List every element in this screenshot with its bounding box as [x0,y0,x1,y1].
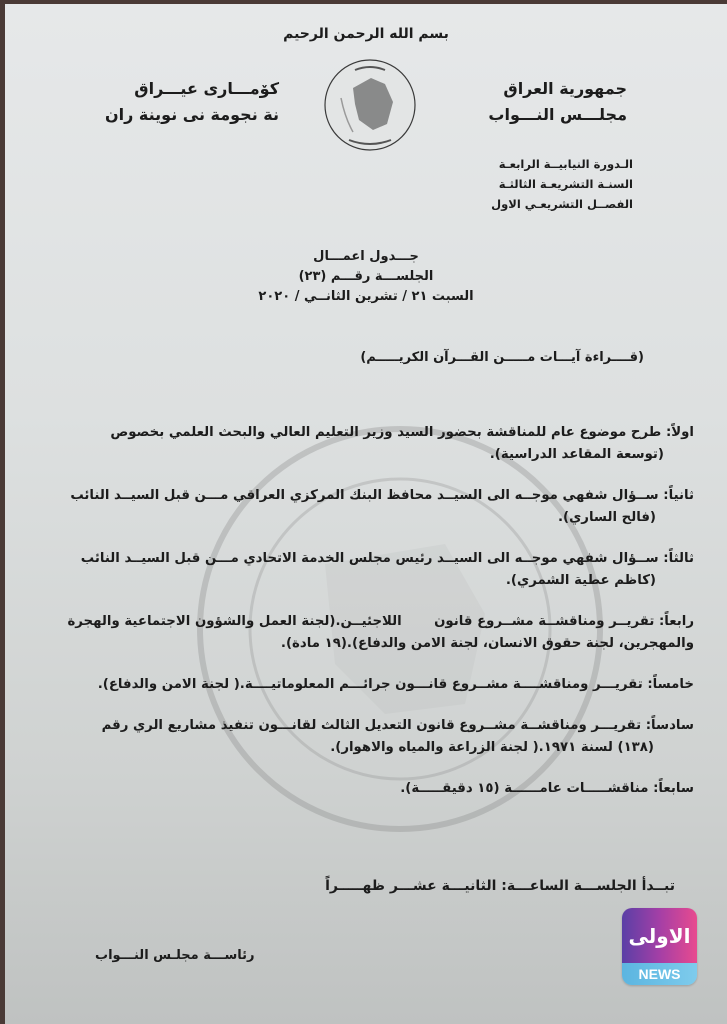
session-date: السبت ٢١ / تشرين الثانــي / ٢٠٢٠ [258,289,474,304]
alula-news-logo [622,908,697,985]
legislative-year: السنـة التشريعـة الثالثـة [498,177,633,191]
agenda-item-label: سادساً: [645,718,694,733]
agenda-item [39,611,694,655]
agenda-item-continuation: (توسعة المقاعد الدراسية). [489,447,664,462]
header-republic-line: جمهورية العراق [503,79,627,98]
signature-presidency: رئاســـة مجلـس النـــواب [95,948,255,963]
agenda-item-text: تقريـــر ومناقشــة مشــروع قانون التعديل الثالث لقانـــون تنفيذ مشاريع الري رقم [101,718,642,733]
agenda-item-label: رابعاً: [658,614,694,629]
agenda-item-label: اولاً: [665,425,694,440]
agenda-item-label: سابعاً: [653,781,694,796]
header-kurdish [105,76,279,128]
agenda-item [39,422,694,466]
agenda-item-continuation: (١٣٨) لسنة ١٩٧١.( لجنة الزراعة والمياه والاهوار). [330,740,654,755]
iraq-parliament-emblem-icon [323,58,417,152]
agenda-item-label: ثالثاً: [663,551,694,566]
header-kurdish-line1: كۆمـــارى عيـــراق [134,79,279,98]
session-start-time: تبــدأ الجلســـة الساعـــة: الثانيـــة عشـــر ظهـــــراً [325,878,675,894]
logo-news-label: NEWS [622,963,697,985]
legislative-term: الفصــل التشريعـي الاول [491,197,633,211]
agenda-item-text: تقريــر ومناقشــة مشــروع قانون اللاجئيــن.(لجنة العمل والشؤون الاجتماعية والهجرة [67,614,655,629]
agenda-items-list [39,422,694,819]
agenda-item-text: طرح موضوع عام للمناقشة بحضور السيد وزير التعليم العالي والبحث العلمي بخصوص [110,425,662,440]
header-republic-of-iraq [488,76,627,128]
agenda-item [39,485,694,529]
logo-arabic-wordmark: الاولى [622,908,697,963]
agenda-item [39,778,694,800]
agenda-item-label: خامساً: [647,677,694,692]
header-council-line: مجلـــس النـــواب [488,105,627,124]
agenda-item-continuation: (كاظم عطية الشمري). [505,573,656,588]
agenda-item-text: ســؤال شفهي موجــه الى السيــد محافظ البنك المركزي العراقي مـــن قبل السيــد النائب [70,488,659,503]
agenda-item [39,715,694,759]
agenda-item [39,548,694,592]
agenda-title: جـــدول اعمـــال [313,249,419,264]
agenda-header [5,247,727,307]
session-number: الجلســـة رقـــم (٢٣) [298,269,434,284]
quran-recitation: (قــــراءة آيـــات مـــــن القـــرآن الكريـــــم) [360,350,644,365]
bismillah-heading: بسم الله الرحمن الرحيم [283,26,449,42]
agenda-item-continuation: (فالح الساري). [557,510,656,525]
agenda-item-text: ســؤال شفهي موجــه الى السيــد رئيس مجلس الخدمة الاتحادي مـــن قبل السيــد النائب [80,551,659,566]
agenda-item-text: مناقشـــــات عامــــــة (١٥ دقيقـــــة). [400,781,649,796]
header-kurdish-line2: نة نجومة نى نوينة ران [105,105,279,124]
parliamentary-term: الـدورة النيابيــة الرابعـة [498,157,633,171]
agenda-item [39,674,694,696]
agenda-item-label: ثانياً: [663,488,694,503]
agenda-item-continuation: والمهجرين، لجنة حقوق الانسان، لجنة الامن والدفاع).(١٩ مادة). [280,636,694,651]
agenda-item-text: تقريـــر ومناقشــــة مشــروع قانـــون جرائـــم المعلوماتيــــة.( لجنة الامن والدفاع). [97,677,643,692]
session-info [491,154,633,214]
document-page [5,4,727,1024]
